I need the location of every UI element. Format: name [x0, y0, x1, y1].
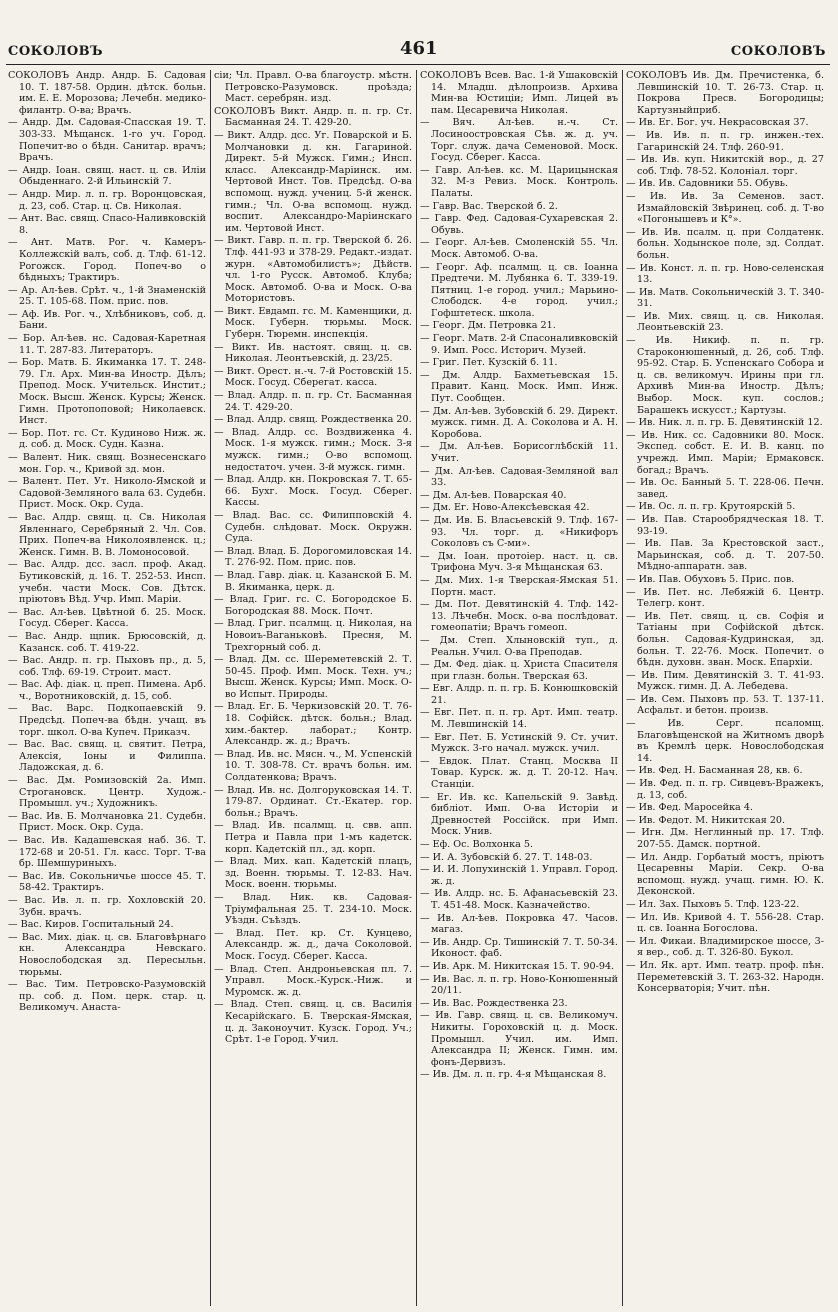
- directory-entry: — Влад. Алдр. кн. Покровская 7. Т. 65-66. Бухг. Моск. Госуд. Сберег. Кассы.: [214, 474, 412, 509]
- directory-entry: — Влад. Ег. Б. Черкизовскій 20. Т. 76-18. Софійск. дѣтск. больн.; Влад. хим.-бактер. лаборат.; Контр. Александр. ж. д.; Врачъ.: [214, 701, 412, 748]
- directory-entry: — Георг. Аф. псалмщ. ц. св. Іоанна Предтечи. М. Лубянка 6. Т. 339-19. Пятниц. 1-е город. учил.; Марьино-Слободск. 4-е город. учил.; Гофштетеск. школа.: [420, 261, 618, 319]
- directory-entry: — Влад. Алдр. сс. Воздвиженка 4. Моск. 1-я мужск. гимн.; Моск. 3-я мужск. гимн.; О-во вспомощ. недостаточ. учен. 3-й мужск. гимн.: [214, 426, 412, 473]
- directory-entry: — И. И. Лопухинскій 1. Управл. Город. ж. д.: [420, 864, 618, 887]
- page-number: 461: [400, 38, 438, 59]
- directory-entry: — Валент. Ник. свящ. Вознесенскаго мон. Гор. ч., Кривой зд. мон.: [8, 452, 206, 475]
- directory-entry: — Влад. Ив. псалмщ. ц. свв. апп. Петра и Павла при 1-мъ кадетск. корп. Кадетскій пл., зд. корп.: [214, 820, 412, 855]
- directory-entry: — Ив. Ив. За Семенов. заст. Измайловскій Звѣринец. соб. д. Т-во «Погонышевъ и К°».: [626, 190, 824, 226]
- directory-entry: — Ив. Вас. л. п. гр. Ново-Конюшенный 20/11.: [420, 973, 618, 997]
- page-header: [0, 0, 838, 62]
- directory-entry: — Ив. Ив. Садовники 55. Обувь.: [626, 178, 789, 190]
- directory-entry: — Викт. Евдамп. гс. М. Каменщики, д. Моск. Губерн. тюрьмы. Моск. Губерн. Тюремн. инспекція.: [214, 305, 412, 341]
- directory-entry: — Вас. Алдр. свящ. ц. Св. Николая Явленнаго, Серебряный 2. Чл. Сов. Прих. Попеч-ва Николоявленск. ц.; Женск. Гимн. В. В. Ломоносовой.: [8, 511, 206, 558]
- directory-entry: — Ив. Арк. М. Никитская 15. Т. 90-94.: [420, 960, 615, 972]
- directory-entry: — Ив. Никиф. п. п. гр. Староконюшенный, д. 26, соб. Тлф. 95-92. Стар. Б. Успенскаго Собора и ц. св. великомуч. Ирины при гл. Архивѣ Мин-ва Иностр. Дѣлъ; Выбор. Моск. куп. сослов.; Барашекъ искусст.; Картузы.: [626, 335, 824, 416]
- directory-entry: — Игн. Дм. Неглинный пр. 17. Тлф. 207-55. Дамск. портной.: [626, 827, 824, 850]
- directory-entry: — Аф. Ив. Рог. ч., Хлѣбниковъ, соб. д. Бани.: [8, 308, 206, 332]
- directory-entry: — Дм. Ал-ѣев. Поварская 40.: [420, 489, 567, 501]
- directory-entry: — Влад. Алдр. свящ. Рождественка 20.: [214, 414, 412, 426]
- directory-entry: — Вяч. Ал-ѣев. н.-ч. Ст. Лосиноостровская Сѣв. ж. д. уч. Торг. служ. дача Семеновой. Моск. Госуд. Сберег. Касса.: [420, 117, 618, 164]
- directory-entry: — Бор. Пот. гс. Ст. Кудиново Ниж. ж. д. соб. д. Моск. Судн. Казна.: [8, 427, 206, 451]
- directory-entry: СОКОЛОВЪ Всев. Вас. 1-й Ушаковскій 14. Младш. дѣлопроизв. Архива Мин-ва Юстиціи; Имп. Лицей въ пам. Цесаревича Николая.: [420, 70, 618, 116]
- directory-entry: — Вас. Ив. Кадашевская наб. 36. Т. 172-68 и 20-51. Гл. касс. Торг. Т-ва бр. Шемшуриныхъ.: [8, 835, 206, 870]
- directory-entry: — Гавр. Ал-ѣев. кс. М. Царицынская 32. М-з Ревиз. Моск. Контроль. Палаты.: [420, 164, 618, 199]
- directory-entry: — Дм. Ал-ѣев. Зубовскій б. 29. Директ. мужск. гимн. Д. А. Соколова и А. Н. Коробова.: [420, 405, 618, 440]
- directory-entry: СОКОЛОВЪ Ив. Дм. Пречистенка, б. Левшинскій 10. Т. 26-73. Стар. ц. Покрова Пресв. Богородицы; Картузныйприб.: [626, 70, 824, 116]
- directory-entry: — Еф. Ос. Волхонка 5.: [420, 839, 534, 850]
- directory-entry: — Ив. Пав. Старообрядческая 18. Т. 93-19.: [626, 513, 824, 537]
- column-divider: [622, 70, 623, 1306]
- directory-entry: — Вас. Андр. щпик. Брюсовскій, д. Казанск. соб. Т. 419-22.: [8, 630, 206, 654]
- directory-entry: — Георг. Матв. 2-й Спасоналивковскій 9. Имп. Росс. Историч. Музей.: [420, 333, 618, 356]
- directory-entry: — Ил. Фикаи. Владимирское шоссе, 3-я вер., соб. д. Т. 326-80. Букол.: [626, 935, 824, 959]
- directory-entry: — Влад. Степ. Андроньевская пл. 7. Управл. Моск.-Курск.-Ниж. и Муромск. ж. д.: [214, 963, 412, 998]
- directory-entry: — Влад. Пет. кр. Ст. Кунцево, Александр. ж. д., дача Соколовой. Моск. Госуд. Сберег. Касса.: [214, 927, 412, 962]
- directory-entry: — Бор. Матв. Б. Якиманка 17. Т. 248-79. Гл. Арх. Мин-ва Иностр. Дѣлъ; Препод. Моск. Учительск. Инстит.; Моск. Высш. Женск. Курсы; Женск. Гимн. Протопоповой; Николаевск. Инст.: [8, 357, 206, 427]
- directory-entry: — Андр. Мир. л. п. гр. Воронцовская, д. 23, соб. Стар. ц. Св. Николая.: [8, 188, 206, 212]
- directory-entry: — Ив. Пет. свящ. ц. св. Софія и Татіаны при Софійской дѣтск. больн. Садовая-Кудринская, зд. больн. Т. 22-76. Моск. Попечит. о бѣдн. духовн. зван. Моск. Епархіи.: [626, 610, 824, 669]
- directory-entry: — Ив. Пет. нс. Лебяжій 6. Центр. Телегр. конт.: [626, 586, 824, 610]
- directory-entry: — Ив. Ник. л. п. гр. Б. Девятинскій 12.: [626, 417, 823, 429]
- directory-entry: — Влад. Ник. кв. Садовая-Тріумфальная 25. Т. 234-10. Моск. Уѣздн. Съѣздъ.: [214, 891, 412, 927]
- directory-entry: СОКОЛОВЪ Викт. Андр. п. п. гр. Ст. Басманная 24. Т. 429-20.: [214, 105, 412, 129]
- directory-entry: — Евдок. Плат. Станц. Москва II Товар. Курск. ж. д. Т. 20-12. Нач. Станціи.: [420, 755, 618, 791]
- directory-entry: — Ив. Сем. Пыховъ пр. 53. Т. 137-11. Асфальт. и бетон. произв.: [626, 693, 824, 717]
- directory-entry: — Ив. Ив. псалм. ц. при Солдатенк. больн. Ходынское поле, зд. Солдат. больн.: [626, 226, 824, 261]
- directory-entry: — Вас. Алдр. дсс. засл. проф. Акад. Бутиковскій, д. 16. Т. 252-53. Инсп. учебн. части Моск. Сов. Дѣтск. пріютовъ Вѣд. Учр. Имп. Маріи.: [8, 559, 206, 606]
- directory-entry: — Ив. Серг. псаломщ. Благовѣщенской на Житномъ дворѣ въ Кремлѣ церк. Новослободская 14.: [626, 718, 824, 764]
- directory-entry: — Влад. Дм. сс. Шереметевскій 2. Т. 50-45. Проф. Имп. Моск. Техн. уч.; Высш. Женск. Курсы; Имп. Моск. О-во Испыт. Природы.: [214, 654, 412, 700]
- directory-column-4: [626, 70, 824, 1306]
- directory-entry: — Влад. Алдр. п. п. гр. Ст. Басманная 24. Т. 429-20.: [214, 390, 412, 413]
- directory-entry: — Ег. Ив. кс. Капельскій 9. Завѣд. библіот. Имп. О-ва Исторіи и Древностей Россійск. при Имп. Моск. Унив.: [420, 791, 618, 838]
- directory-entry: — Вас. Ив. Сокольничье шоссе 45. Т. 58-42. Трактиръ.: [8, 870, 206, 894]
- directory-column-1: [8, 70, 206, 1306]
- directory-entry: — Георг. Ал-ѣев. Смоленскій 55. Чл. Моск. Автомоб. О-ва.: [420, 237, 618, 260]
- directory-entry: — Вас. Ив. л. п. гр. Хохловскій 20. Зубн. врачъ.: [8, 894, 206, 918]
- directory-entry: — Дм. Ал-ѣев. Борисоглѣбскій 11. Учит.: [420, 441, 618, 464]
- column-divider: [210, 70, 211, 1306]
- directory-entry: — Ив. Пав. За Крестовской заст., Марьинская, соб. д. Т. 207-50. Мѣдно-аппаратн. зав.: [626, 538, 824, 573]
- directory-entry: — Вас. Ал-ѣев. Цвѣтной б. 25. Моск. Госуд. Сберег. Касса.: [8, 606, 206, 630]
- directory-entry: — Ив. Фед. Маросейка 4.: [626, 802, 753, 814]
- directory-entry: — Вас. Ив. Б. Молчановка 21. Судебн. Прист. Моск. Окр. Суда.: [8, 810, 206, 834]
- directory-column-2: [214, 70, 412, 1306]
- directory-entry: — Влад. Григ. гс. С. Богородское Б. Богородская 88. Моск. Почт.: [214, 594, 412, 617]
- directory-column-3: [420, 70, 618, 1306]
- directory-entry: — Ив. Пим. Девятинскій 3. Т. 41-93. Мужск. гимн. Д. А. Лебедева.: [626, 669, 824, 693]
- directory-entry: — Ант. Вас. свящ. Спасо-Наливковскій 8.: [8, 213, 206, 236]
- directory-entry: — Влад. Ив. нс. Долгоруковская 14. Т. 179-87. Ординат. Ст.-Екатер. гор. больн.; Врачъ.: [214, 784, 412, 819]
- directory-entry: — Ив. Ос. Банный 5. Т. 228-06. Печн. завед.: [626, 477, 824, 500]
- directory-entry: — И. А. Зубовскій б. 27. Т. 148-03.: [420, 851, 593, 863]
- running-head-right: СОКОЛОВЪ: [730, 44, 826, 59]
- directory-entry: — Вас. Дм. Ромизовскій 2а. Имп. Строгановск. Центр. Худож.-Промышл. уч.; Художникъ.: [8, 775, 206, 810]
- directory-entry: — Ив. Андр. Ср. Тишинскій 7. Т. 50-34. Иконост. фаб.: [420, 936, 618, 960]
- directory-entry: — Вас. Тим. Петровско-Разумовскій пр. соб. д. Пом. церк. стар. ц. Великомуч. Анаста-: [8, 979, 206, 1014]
- directory-entry: — Ив. Ив. куп. Никитскій вор., д. 27 соб. Тлф. 78-52. Колоніал. торг.: [626, 154, 824, 177]
- directory-entry: — Ил. Ив. Кривой 4. Т. 556-28. Стар. ц. св. Іоанна Богослова.: [626, 911, 824, 935]
- directory-entry: — Викт. Алдр. дсс. Уг. Поварской и Б. Молчановки д. кн. Гагариной. Директ. 5-й Мужск. Гимн.; Инсп. класс. Александр-Маріинск. им. Чертовой Инст. Тов. Предсѣд. О-ва вспомощ. нужд. учениц. 5-й женск. гимн.; Чл. О-ва вспомощ. нужд. воспит. Александро-Маріинскаго им. Чертовой Инст.: [214, 129, 412, 234]
- directory-entry: СОКОЛОВЪ Андр. Андр. Б. Садовая 10. Т. 187-58. Ордин. дѣтск. больн. им. Е. Е. Морозова; Лечебн. медико-филантр. О-ва; Врачъ.: [8, 70, 206, 116]
- directory-entry: — Ив. Вас. Рождественка 23.: [420, 997, 568, 1009]
- directory-entry: — Ант. Матв. Рог. ч. Камеръ-Коллежскій валъ, соб. д. Тлф. 61-12. Рогожск. Город. Попеч-во о бѣдныхъ; Трактиръ.: [8, 237, 206, 284]
- directory-entry: — Дм. Іоан. протоіер. наст. ц. св. Трифона Муч. 3-я Мѣщанская 63.: [420, 550, 618, 574]
- directory-entry: — Григ. Пет. Кузскій б. 11.: [420, 357, 558, 369]
- directory-entry: — Дм. Ив. Б. Власьевскій 9. Тлф. 167-93. Чл. торг. д. «Никифоръ Соколовъ съ С-ми».: [420, 514, 618, 550]
- directory-entry: — Евг. Пет. п. п. гр. Арт. Имп. театр. М. Левшинскій 14.: [420, 707, 618, 731]
- directory-entry: — Викт. Ив. настоят. свящ. ц. св. Николая. Леонтьевскій, д. 23/25.: [214, 341, 412, 365]
- directory-entry: — Гавр. Вас. Тверской б. 2.: [420, 200, 558, 212]
- directory-entry: — Дм. Степ. Хлыновскій туп., д. Реальн. Учил. О-ва Преподав.: [420, 634, 618, 658]
- directory-entry: — Вас. Аф. діак. ц. преп. Пимена. Арб. ч., Воротниковскій, д. 15, соб.: [8, 679, 206, 702]
- directory-entry: — Валент. Пет. Ут. Николо-Ямской и Садовой-Земляного вала 63. Судебн. Прист. Моск. Окр. Суда.: [8, 476, 206, 511]
- directory-entry: — Ив. Конст. л. п. гр. Ново-селенская 13.: [626, 262, 824, 286]
- directory-entry: — Ил. Андр. Горбатый мостъ, пріютъ Цесаревны Маріи. Секр. О-ва вспомощ. нужд. учащ. гимн. Ю. К. Деконской.: [626, 851, 824, 898]
- directory-entry: — Ил. Зах. Пыховъ 5. Тлф. 123-22.: [626, 898, 800, 910]
- directory-entry: — Гавр. Фед. Садовая-Сухаревская 2. Обувь.: [420, 213, 618, 236]
- directory-entry: — Влад. Мих. кап. Кадетскій плацъ, зд. Военн. тюрьмы. Т. 12-83. Нач. Моск. военн. тюрьмы.: [214, 856, 412, 891]
- running-head-left: СОКОЛОВЪ: [8, 44, 104, 59]
- directory-entry: — Ив. Фед. Н. Басманная 28, кв. 6.: [626, 765, 803, 777]
- directory-entry: — Ив. Ос. л. п. гр. Крутоярскій 5.: [626, 501, 796, 513]
- directory-entry: — Дм. Алдр. Бахметьевская 15. Правит. Канц. Моск. Имп. Инж. Пут. Сообщен.: [420, 369, 618, 405]
- directory-entry: — Вас. Вас. свящ. ц. святит. Петра, Алексія, Іоны и Филиппа. Ладожская, д. 6.: [8, 739, 206, 774]
- directory-entry: — Евг. Алдр. п. п. гр. Б. Конюшковскій 21.: [420, 683, 618, 706]
- directory-entry: — Ив. Ив. п. п. гр. инжен.-тех. Гагаринскій 24. Тлф. 260-91.: [626, 129, 824, 153]
- directory-entry: — Евг. Пет. Б. Устинскій 9. Ст. учит. Мужск. 3-го начал. мужск. учил.: [420, 731, 618, 755]
- directory-entry: — Викт. Орест. н.-ч. 7-й Ростовскій 15. Моск. Госуд. Сберегат. касса.: [214, 365, 412, 389]
- directory-entry: — Влад. Вас. сс. Филипповскій 4. Судебн. слѣдоват. Моск. Окружн. Суда.: [214, 509, 412, 545]
- directory-entry: — Андр. Іоан. свящ. наст. ц. св. Иліи Обыденнаго. 2-й Ильинскій 7.: [8, 164, 206, 188]
- directory-entry: — Вас. Андр. п. гр. Пыховъ пр., д. 5, соб. Тлф. 69-19. Строит. маст.: [8, 655, 206, 678]
- directory-entry: — Ив. Мих. свящ. ц. св. Николая. Леонтьевскій 23.: [626, 310, 824, 334]
- directory-entry: — Ив. Ал-ѣев. Покровка 47. Часов. магаз.: [420, 912, 618, 936]
- directory-entry: — Влад. Влад. Б. Дорогомиловская 14. Т. 276-92. Пом. прис. пов.: [214, 545, 412, 569]
- directory-entry: — Ив. Ег. Бог. уч. Некрасовская 37.: [626, 117, 809, 129]
- directory-entry: — Ив. Алдр. нс. Б. Афанасьевскій 23. Т. 451-48. Моск. Казначейство.: [420, 888, 618, 911]
- directory-entry: — Дм. Пот. Девятинскій 4. Тлф. 142-13. Лѣчебн. Моск. о-ва послѣдоват. гомеопатіи; Врачъ гомеоп.: [420, 599, 618, 634]
- directory-entry: — Георг. Дм. Петровка 21.: [420, 320, 556, 332]
- directory-entry: — Ив. Ник. сс. Садовники 80. Моск. Экспед. собст. Е. И. В. канц. по учрежд. Имп. Маріи; Ермаковск. богад.; Врачъ.: [626, 429, 824, 476]
- directory-entry: — Дм. Ег. Ново-Алексѣевская 42.: [420, 502, 590, 514]
- directory-entry: — Ил. Як. арт. Имп. театр. проф. пѣн. Переметевскій 3. Т. 263-32. Народн. Консерваторія; Учит. пѣн.: [626, 959, 824, 995]
- directory-entry: — Влад. Гавр. діак. ц. Казанской Б. М. В. Якиманка, церк. д.: [214, 569, 412, 593]
- directory-entry: — Ив. Гавр. свящ. ц. св. Великомуч. Никиты. Гороховскій ц. д. Моск. Промышл. Учил. им. Имп. Александра II; Женск. Гимн. им. фонъ-Дервизъ.: [420, 1010, 618, 1068]
- directory-entry: — Ив. Дм. л. п. гр. 4-я Мѣщанская 8.: [420, 1069, 607, 1081]
- directory-entry: — Вас. Мих. діак. ц. св. Благовѣрнаго кн. Александра Невскаго. Новослободская зд. Пересыльн. тюрьмы.: [8, 931, 206, 978]
- directory-entry: — Викт. Гавр. п. п. гр. Тверской б. 26. Тлф. 441-93 и 378-29. Редакт.-издат. журн. «Автомобилистъ»; Дѣйств. чл. 1-го Русск. Автомоб. Клуба; Моск. Автомоб. О-ва и Моск. О-ва Мотористовъ.: [214, 235, 412, 305]
- directory-entry: — Бор. Ал-ѣев. нс. Садовая-Каретная 11. Т. 287-83. Литераторъ.: [8, 333, 206, 356]
- directory-entry: — Вас. Варс. Подкопаевскій 9. Предсѣд. Попеч-ва бѣдн. учащ. въ торг. школ. О-ва Купеч. Приказч.: [8, 703, 206, 738]
- directory-entry: — Влад. Степ. свящ. ц. св. Василія Кесарійскаго. Б. Тверская-Ямская, ц. д. Законоучит. Кузск. Город. Уч.; Срѣт. 1-е Город. Учил.: [214, 999, 412, 1046]
- directory-entry: — Вас. Киров. Госпитальный 24.: [8, 919, 174, 931]
- directory-entry: — Дм. Мих. 1-я Тверская-Ямская 51. Портн. маст.: [420, 574, 618, 598]
- directory-entry: — Дм. Фед. діак. ц. Христа Спасителя при глазн. больн. Тверская 63.: [420, 659, 618, 682]
- directory-entry: — Ив. Матв. Сокольническій 3. Т. 340-31.: [626, 286, 824, 310]
- directory-entry: — Дм. Ал-ѣев. Садовая-Земляной вал 33.: [420, 465, 618, 489]
- directory-entry: — Ив. Федот. М. Никитская 20.: [626, 814, 786, 826]
- header-rule: [6, 64, 830, 65]
- directory-entry: — Андр. Дм. Садовая-Спасская 19. Т. 303-33. Мѣщанск. 1-го уч. Город. Попечит-во о бѣдн. Санитар. врачъ; Врачъ.: [8, 117, 206, 164]
- column-divider: [416, 70, 417, 1306]
- directory-entry: сіи; Чл. Правл. О-ва благоустр. мѣстн. Петровско-Разумовск. проѣзда; Маст. серебрян. изд.: [214, 70, 412, 105]
- directory-entry: — Влад. Ив. нс. Мясн. ч., М. Успенскій 10. Т. 308-78. Ст. врачъ больн. им. Солдатенкова; Врачъ.: [214, 748, 412, 784]
- directory-entry: — Влад. Григ. псалмщ. ц. Николая, на Новоиъ-Ваганьковѣ. Пресня, М. Трехгорный соб. д.: [214, 618, 412, 653]
- directory-entry: — Ив. Фед. п. п. гр. Сивцевъ-Вражекъ, д. 13, соб.: [626, 778, 824, 801]
- directory-entry: — Ив. Пав. Обуховъ 5. Прис. пов.: [626, 573, 795, 585]
- directory-entry: — Ар. Ал-ѣев. Срѣт. ч., 1-й Знаменскій 25. Т. 105-68. Пом. прис. пов.: [8, 284, 206, 308]
